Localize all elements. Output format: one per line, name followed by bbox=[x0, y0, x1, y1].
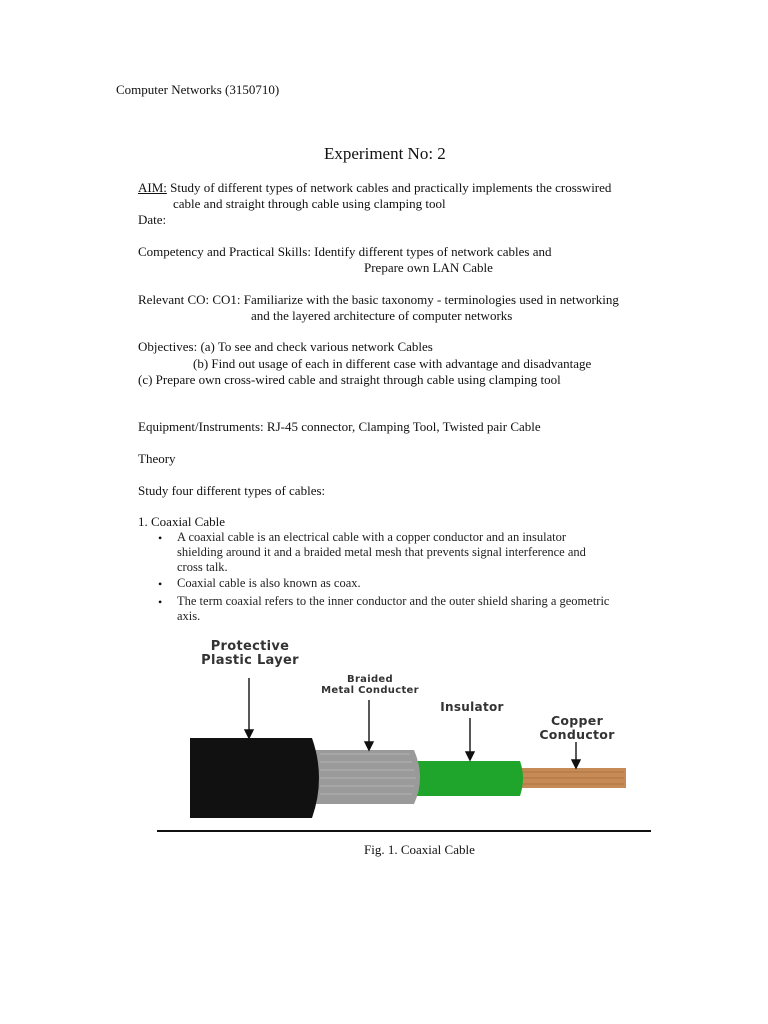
date-label: Date: bbox=[138, 212, 167, 227]
label-insulator: Insulator bbox=[440, 700, 504, 714]
section-heading-coaxial: 1. Coaxial Cable bbox=[138, 514, 226, 529]
protective-plastic-layer bbox=[190, 738, 319, 818]
competency-line-1: Competency and Practical Skills: Identify different types of network cables and bbox=[138, 244, 552, 259]
objectives-line-1: Objectives: (a) To see and check various network Cables bbox=[138, 339, 433, 354]
label-braided-metal bbox=[318, 674, 422, 696]
bullet-1-line-1: A coaxial cable is an electrical cable with a copper conductor and an insulator bbox=[177, 530, 567, 544]
bullet-glyph: • bbox=[158, 595, 163, 609]
insulator-layer bbox=[416, 761, 523, 796]
study-line: Study four different types of cables: bbox=[138, 483, 326, 498]
label-braided-line-1: Braided bbox=[347, 674, 393, 685]
objectives-line-2: (b) Find out usage of each in different case with advantage and disadvantage bbox=[193, 356, 592, 371]
aim-text: Study of different types of network cables and practically implements the crosswired bbox=[170, 180, 612, 195]
bullet-3-line-2: axis. bbox=[177, 609, 201, 623]
label-copper-line-1: Copper bbox=[550, 713, 604, 728]
label-copper-line-2: Conductor bbox=[539, 727, 615, 742]
coaxial-cable-figure bbox=[180, 636, 640, 826]
aim-label: AIM: bbox=[138, 180, 167, 195]
bullet-glyph: • bbox=[158, 577, 163, 591]
label-protective-line-2: Plastic Layer bbox=[201, 653, 299, 668]
bullet-1-line-3: cross talk. bbox=[177, 560, 228, 574]
relevant-co-line-2: and the layered architecture of computer networks bbox=[251, 308, 513, 323]
competency-line-2: Prepare own LAN Cable bbox=[364, 260, 493, 275]
page-title: Experiment No: 2 bbox=[324, 144, 446, 163]
bullet-glyph: • bbox=[158, 531, 163, 545]
label-protective-plastic-layer bbox=[200, 640, 300, 668]
label-braided-line-2: Metal Conducter bbox=[321, 685, 419, 696]
figure-divider bbox=[157, 830, 651, 832]
bullet-2-line-1: Coaxial cable is also known as coax. bbox=[177, 576, 361, 590]
figure-caption: Fig. 1. Coaxial Cable bbox=[364, 842, 475, 857]
braided-metal-layer bbox=[314, 750, 420, 804]
course-header: Computer Networks (3150710) bbox=[116, 82, 280, 97]
label-copper-conductor bbox=[532, 714, 622, 742]
bullet-1-line-2: shielding around it and a braided metal mesh that prevents signal interference and bbox=[177, 545, 586, 559]
theory-heading: Theory bbox=[138, 451, 176, 466]
relevant-co-line-1: Relevant CO: CO1: Familiarize with the basic taxonomy - terminologies used in networking bbox=[138, 292, 619, 307]
equipment-line: Equipment/Instruments: RJ-45 connector, Clamping Tool, Twisted pair Cable bbox=[138, 419, 541, 434]
label-protective-line-1: Protective bbox=[210, 639, 290, 654]
objectives-line-3: (c) Prepare own cross-wired cable and straight through cable using clamping tool bbox=[138, 372, 561, 387]
aim-line-2: cable and straight through cable using clamping tool bbox=[173, 196, 446, 211]
aim-line-1 bbox=[138, 180, 611, 196]
bullet-3-line-1: The term coaxial refers to the inner conductor and the outer shield sharing a geometric bbox=[177, 594, 610, 608]
